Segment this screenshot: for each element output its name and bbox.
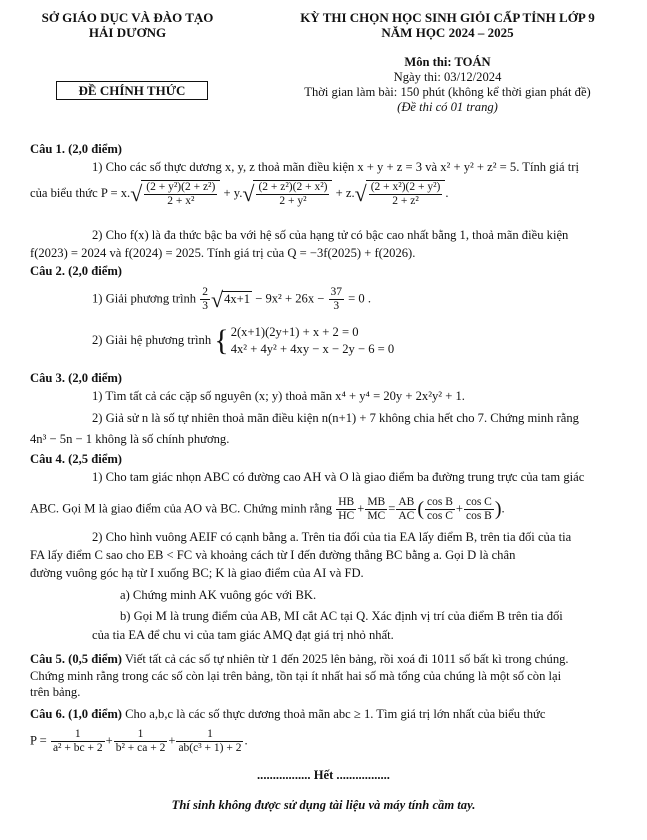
q1-frac2-den: 2 + y² [279,195,307,207]
q4-f2-num: MB [367,496,386,508]
q4-f1-den: HC [338,510,355,522]
q2-frac-den: 3 [202,300,208,312]
exam-date: Ngày thi: 03/12/2024 [393,70,502,84]
q1-expr-mid2: + z. [332,185,355,200]
q4-f5-num: cos C [465,496,492,508]
official-badge: ĐỀ CHÍNH THỨC [56,81,208,100]
q6-f3-den: ab(c³ + 1) + 2 [178,742,242,754]
q5-line1 [30,652,569,668]
q4-f2-den: MC [367,510,386,522]
q2-system-eq2: 4x² + 4y² + 4xy − x − 2y − 6 = 0 [230,342,395,356]
q4-title: Câu 4. (2,5 điểm) [30,452,122,466]
q2-part1-mid: − 9x² + 26x − [252,291,328,306]
q6-f2-den: b² + ca + 2 [115,742,166,754]
q5-line2: Chứng minh rằng trong các số còn lại trên bảng, tồn tại ít nhất hai số mà tổng của chúng là một số còn lại [30,669,562,683]
q5-text1: Viết tất cả các số tự nhiên từ 1 đến 2025 lên bảng, rồi xoá đi 1011 số bất kì trong chúng. [122,652,569,666]
q2-frac-num: 2 [202,286,208,298]
q4-part2-line3: đường vuông góc hạ từ I xuống BC; K là giao điểm của AI và FD. [30,566,364,580]
q4-part2a: a) Chứng minh AK vuông góc với BK. [120,588,317,602]
school-year: NĂM HỌC 2024 – 2025 [381,25,514,40]
q4-f4-num: cos B [426,496,453,508]
q1-part1-expression: của biểu thức P = x. √ $\frac{\text{(2 + y²)(2 + z²)}}{\text{2 + x²}}$ + y. √ $\frac{\text{(2 + z²)(2 + x²)}}{\text{2 + y²}}$ + z. √ $\frac{\text{(2 + x²)(2 + y²)}}{\text{2 + z²}}$ . [30,181,449,207]
q4-f3-den: AC [398,510,415,522]
q4-part1-lead: ABC. Gọi M là giao điểm của AO và BC. Chứng minh rằng [30,501,333,516]
q2-part1-tail: = 0 . [345,291,372,306]
q1-sqrt-3: √ $\frac{\text{(2 + x²)(2 + y²)}}{\text{2 + z²}}$ [355,180,446,208]
q6-f1-num: 1 [51,728,105,742]
q3-part2-line1: 2) Giả sử n là số tự nhiên thoả mãn điều kiện n(n+1) + 7 không chia hết cho 7. Chứng minh rằng [92,411,579,425]
q2-frac2-num: 37 [330,286,343,298]
q2-part2: 2) Giải hệ phương trình { 2(x+1)(2y+1) + x + 2 = 0 4x² + 4y² + 4xy − x − 2y − 6 = 0 [92,324,395,357]
q6-text1: Cho a,b,c là các số thực dương thoả mãn abc ≥ 1. Tìm giá trị lớn nhất của biểu thức [122,707,546,721]
q3-title: Câu 3. (2,0 điểm) [30,371,122,385]
q1-frac1-den: 2 + x² [167,195,195,207]
q4-f5-den: cos B [465,510,492,522]
q1-part2-line1: 2) Cho f(x) là đa thức bậc ba với hệ số của hạng tử có bậc cao nhất bằng 1, thoả mãn điều kiện [92,228,569,242]
q2-part2-lead: 2) Giải hệ phương trình [92,333,212,348]
q6-f3-num: 1 [176,728,243,742]
q4-part2-line1: 2) Cho hình vuông AEIF có cạnh bằng a. Trên tia đối của tia EA lấy điểm B, trên tia đối của tia [92,530,572,544]
q4-part2b-line1: b) Gọi M là trung điểm của AB, MI cắt AC tại Q. Xác định vị trí của điểm B trên tia đối [120,609,563,623]
exam-meta [255,55,640,115]
q6-line1 [30,707,545,723]
q1-frac2-num: (2 + z²)(2 + x²) [258,181,328,193]
q6-f1-den: a² + bc + 2 [52,742,103,754]
q5-line3: trên bảng. [30,685,81,699]
q6-f2-num: 1 [114,728,168,742]
q6-expression: P = $\frac{1}{\text{a² + bc + 2}}$ + $\frac{1}{\text{b² + ca + 2}}$ + $\frac{1}{\text{ab(c³ + 1) + 2}}$ . [30,728,248,754]
q4-part1-line2: ABC. Gọi M là giao điểm của AO và BC. Chứng minh rằng $\frac{HB}{HC}$ + $\frac{MB}{MC}$ = $\frac{AB}{AC}$ ( $\frac{\text{cos B}}{\text{cos C}}$ + $\frac{\text{cos C}}{\text{cos B}}$ ). [30,496,505,522]
q2-system-eq1: 2(x+1)(2y+1) + x + 2 = 0 [230,325,359,339]
department-name: SỞ GIÁO DỤC VÀ ĐÀO TẠO [41,10,214,25]
q2-title: Câu 2. (2,0 điểm) [30,264,122,278]
q1-sqrt-1: √ $\frac{\text{(2 + y²)(2 + z²)}}{\text{2 + x²}}$ [130,180,220,208]
province-name: HẢI DƯƠNG [88,25,167,40]
q1-frac3-den: 2 + z² [392,195,419,207]
end-marker: ................. Hết ................. [257,768,390,782]
q4-part2b-line2: của tia EA để chu vi của tam giác AMQ đạt giá trị nhỏ nhất. [92,628,394,642]
q1-expr-lead: của biểu thức P = x. [30,185,131,200]
exam-subject: Môn thi: TOÁN [404,55,491,69]
pages-note: (Đề thi có 01 trang) [397,100,498,114]
q2-part1-lead: 1) Giải phương trình [92,291,197,306]
q6-lead: P = [30,733,50,748]
footer-note: Thí sinh không được sử dụng tài liệu và máy tính cầm tay. [171,798,476,812]
q3-part2-line2: 4n³ − 5n − 1 không là số chính phương. [30,432,230,446]
q1-expr-mid1: + y. [220,185,243,200]
q6-title: Câu 6. (1,0 điểm) [30,707,122,721]
q2-part1: 1) Giải phương trình $\frac{2}{3}$ √ 4x+1 − 9x² + 26x − $\frac{37}{3}$ = 0 . [92,286,372,312]
q3-part1: 1) Tìm tất cả các cặp số nguyên (x; y) thoả mãn x⁴ + y⁴ = 20y + 2x²y² + 1. [92,389,465,403]
q1-part1-text: 1) Cho các số thực dương x, y, z thoả mãn điều kiện x + y + z = 3 và x² + y² + z² = 5. Tính giá trị [92,160,579,174]
department-header [20,10,235,40]
q2-radicand: 4x+1 [224,292,251,307]
exam-title: KỲ THI CHỌN HỌC SINH GIỎI CẤP TỈNH LỚP 9 [300,10,595,25]
q4-f1-num: HB [338,496,355,508]
q1-title: Câu 1. (2,0 điểm) [30,142,122,156]
q1-frac3-num: (2 + x²)(2 + y²) [370,181,441,193]
q4-f3-num: AB [398,496,415,508]
q1-sqrt-2: √ $\frac{\text{(2 + z²)(2 + x²)}}{\text{2 + y²}}$ [242,180,332,208]
q5-title: Câu 5. (0,5 điểm) [30,652,122,666]
exam-header [255,10,640,40]
q4-part1-line1: 1) Cho tam giác nhọn ABC có đường cao AH và O là giao điểm ba đường trung trực của tam giác [92,470,585,484]
q4-f4-den: cos C [426,510,453,522]
q2-frac2-den: 3 [333,300,340,312]
q1-frac1-num: (2 + y²)(2 + z²) [146,181,216,193]
q4-part2-line2: FA lấy điểm C sao cho EB < FC và khoảng cách từ I đến đường thẳng BC bằng a. Gọi D là chân [30,548,516,562]
q1-part2-line2: f(2023) = 2024 và f(2024) = 2025. Tính giá trị của Q = −3f(2025) + f(2026). [30,246,416,260]
exam-duration: Thời gian làm bài: 150 phút (không kể thời gian phát đề) [304,85,591,99]
